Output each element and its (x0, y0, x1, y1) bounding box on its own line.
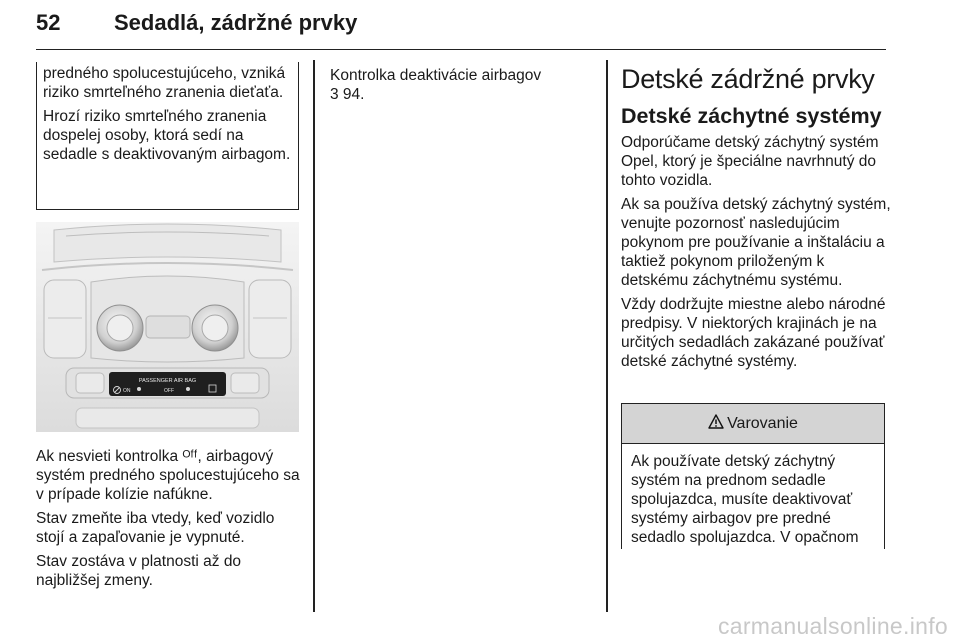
middle-column-text (330, 66, 600, 104)
warning-title: Varovanie (727, 414, 798, 432)
body-paragraph: Stav zostáva v platnosti až do najbližšej zmeny. (36, 553, 242, 589)
left-column-text (36, 447, 306, 590)
cross-reference-text: Kontrolka deaktivácie airbagov (330, 67, 542, 84)
console-illustration (36, 222, 299, 432)
body-paragraph: Stav zmeňte iba vtedy, keď vozidlo stojí a zapaľovanie je vypnuté. (36, 510, 275, 546)
page-number: 52 (36, 10, 61, 35)
section-title: Sedadlá, zádržné prvky (114, 10, 358, 35)
body-paragraph: Vždy dodržujte miestne alebo národné predpisy. V niektorých krajinách je na určitých sedadlách zakázané používať detské záchytné systémy. (621, 296, 886, 370)
column-divider-left (313, 60, 315, 612)
body-paragraph: Ak sa používa detský záchytný systém, venujte pozornosť nasledujúcim pokynom pre používanie a inštaláciu a taktiež pokynom priloženým k detskému záchytnému systému. (621, 196, 891, 289)
page-header (36, 6, 886, 50)
body-paragraph: Ak nesvieti kontrolka ᴼᶠᶠ, airbagový systém predného spolucestujúceho sa v prípade kolízie nafúkne. (36, 448, 300, 503)
warning-triangle-icon (708, 414, 724, 434)
right-column (621, 62, 891, 371)
warning-text: Ak používate detský záchytný systém na prednom sedadle spolujazdca, musíte deaktivovať systémy airbagov pre predné sedadlo spolujazdca. V opačnom (631, 453, 859, 546)
chapter-heading: Detské zádržné prvky (621, 64, 875, 94)
warning-paragraph: Hrozí riziko smrteľného zranenia dospelej osoby, ktorá sedí na sedadle s deaktivovaným airbagom. (43, 108, 291, 163)
column-divider-right (606, 60, 608, 612)
warning-box-continuation (36, 62, 299, 210)
warning-box (621, 403, 885, 549)
airbag-indicator-label: PASSENGER AIR BAG (138, 378, 197, 384)
airbag-console-photo (36, 222, 299, 432)
section-heading: Detské záchytné systémy (621, 104, 882, 128)
warning-paragraph: predného spolucestujúceho, vzniká riziko smrteľného zranenia dieťaťa. (43, 65, 286, 101)
airbag-on-label: ON (123, 388, 131, 394)
airbag-off-label: OFF (164, 388, 174, 394)
warning-header (622, 404, 884, 444)
page-reference-link[interactable]: 3 94. (330, 86, 365, 103)
body-paragraph: Odporúčame detský záchytný systém Opel, ktorý je špeciálne navrhnutý do tohto vozidla. (621, 134, 879, 189)
watermark: carmanualsonline.info (717, 613, 948, 639)
